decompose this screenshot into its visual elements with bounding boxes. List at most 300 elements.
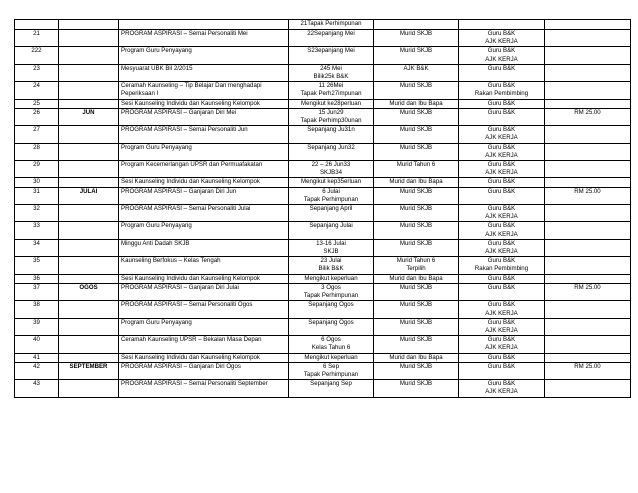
executor-cell-line: AJK KERJA xyxy=(485,134,518,142)
cost-cell xyxy=(545,143,631,160)
target-group-cell xyxy=(374,318,459,335)
target-group-cell-line: Murid Tahun 6 xyxy=(396,257,436,265)
date-venue-cell-line: SKJB34 xyxy=(319,169,343,177)
executor-cell xyxy=(459,47,545,64)
executor-cell-line: Guru B&K xyxy=(487,178,516,186)
date-venue-cell xyxy=(289,47,374,64)
target-group-cell xyxy=(374,20,459,30)
executor-cell xyxy=(459,126,545,143)
program-cell xyxy=(119,178,289,187)
row-number-cell: 32 xyxy=(15,205,59,222)
table-row xyxy=(15,126,631,143)
table-row xyxy=(15,99,631,108)
executor-cell xyxy=(459,318,545,335)
date-venue-cell-line: Kelas Tahun 6 xyxy=(311,344,351,352)
date-venue-cell-line: Bilik B&K xyxy=(318,265,344,273)
program-cell-line: Program Guru Penyayang xyxy=(121,222,192,230)
row-number-cell: 40 xyxy=(15,336,59,353)
target-group-cell xyxy=(374,47,459,64)
target-group-cell-line: Murid SKJB xyxy=(399,47,433,55)
date-venue-cell-line: SKJB xyxy=(323,248,339,256)
executor-cell xyxy=(459,301,545,318)
date-venue-cell-line: 21Tapak Perhimpunan xyxy=(300,20,362,27)
month-cell xyxy=(59,257,119,274)
executor-cell-line: AJK KERJA xyxy=(485,213,518,221)
program-cell-line: Program Guru Penyayang xyxy=(121,318,192,326)
cost-cell xyxy=(545,239,631,256)
program-cell-line: Program Guru Penyayang xyxy=(121,143,192,151)
program-cell xyxy=(119,318,289,335)
table-row xyxy=(15,161,631,178)
date-venue-cell-line: Sepanjang Ogos xyxy=(308,318,354,326)
schedule-body xyxy=(15,20,631,398)
program-cell-line: PROGRAM ASPIRASI – Ganjaran Diri Ogos xyxy=(121,362,241,370)
row-number-cell xyxy=(15,20,59,30)
date-venue-cell-line: 6 Sep xyxy=(323,362,339,370)
table-row xyxy=(15,274,631,283)
executor-cell-line: Guru B&K xyxy=(487,47,516,55)
program-cell xyxy=(119,274,289,283)
date-venue-cell-line: Tapak Perhimp30unan xyxy=(300,117,362,125)
executor-cell-line: Guru B&K xyxy=(487,187,516,195)
executor-cell-line: Guru B&K xyxy=(487,82,516,90)
month-cell: SEPTEMBER xyxy=(59,362,119,379)
month-cell xyxy=(59,318,119,335)
month-cell xyxy=(59,222,119,239)
target-group-cell-line: Murid dan Ibu Bapa xyxy=(389,178,443,186)
date-venue-cell-line: Sepanjang Julai xyxy=(309,222,353,230)
program-cell xyxy=(119,380,289,397)
program-cell xyxy=(119,353,289,362)
month-cell xyxy=(59,47,119,64)
table-row xyxy=(15,283,631,300)
program-cell xyxy=(119,126,289,143)
executor-cell xyxy=(459,20,545,30)
activity-schedule-table xyxy=(14,19,631,398)
table-row xyxy=(15,380,631,397)
executor-cell xyxy=(459,362,545,379)
row-number-cell: 41 xyxy=(15,353,59,362)
table-row xyxy=(15,222,631,239)
target-group-cell xyxy=(374,274,459,283)
row-number-cell: 29 xyxy=(15,161,59,178)
month-cell xyxy=(59,301,119,318)
date-venue-cell xyxy=(289,64,374,81)
date-venue-cell-line: Sepanjang Sep xyxy=(310,380,352,388)
cost-cell xyxy=(545,222,631,239)
target-group-cell-line: Murid SKJB xyxy=(399,336,433,344)
table-row xyxy=(15,318,631,335)
row-number-cell: 25 xyxy=(15,99,59,108)
cost-cell xyxy=(545,30,631,47)
executor-cell-line: AJK KERJA xyxy=(485,151,518,159)
target-group-cell-line: Murid Tahun 6 xyxy=(396,161,436,169)
target-group-cell-line: Murid dan Ibu Bapa xyxy=(389,99,443,107)
program-cell xyxy=(119,20,289,30)
table-row xyxy=(15,47,631,64)
program-cell xyxy=(119,161,289,178)
target-group-cell xyxy=(374,205,459,222)
date-venue-cell xyxy=(289,222,374,239)
date-venue-cell-line: 23 Julai xyxy=(320,257,342,265)
executor-cell-line: Guru B&K xyxy=(487,257,516,265)
executor-cell xyxy=(459,222,545,239)
cost-cell: RM 25.00 xyxy=(545,362,631,379)
program-cell-line: Peperiksaan I xyxy=(121,90,159,98)
target-group-cell xyxy=(374,99,459,108)
program-cell-line: Program Kecemerlangan UPSR dan Permuafakatan xyxy=(121,161,263,169)
date-venue-cell-line: Tapak Perhimpunan xyxy=(303,370,359,378)
date-venue-cell xyxy=(289,336,374,353)
date-venue-cell-line: Mengikut ke28perluan xyxy=(301,99,361,107)
cost-cell xyxy=(545,126,631,143)
target-group-cell xyxy=(374,301,459,318)
row-number-cell: 37 xyxy=(15,283,59,300)
program-cell xyxy=(119,143,289,160)
program-cell-line: Sesi Kaunseling Individu dan Kaunseling Kelompok xyxy=(121,274,260,282)
target-group-cell xyxy=(374,82,459,99)
executor-cell-line: Guru B&K xyxy=(487,283,516,291)
executor-cell xyxy=(459,178,545,187)
month-cell xyxy=(59,178,119,187)
executor-cell-line: AJK KERJA xyxy=(485,309,518,317)
executor-cell-line: Guru B&K xyxy=(487,301,516,309)
date-venue-cell xyxy=(289,161,374,178)
date-venue-cell-line: 6 Julai xyxy=(322,187,340,195)
month-cell xyxy=(59,126,119,143)
target-group-cell xyxy=(374,336,459,353)
row-number-cell: 33 xyxy=(15,222,59,239)
date-venue-cell xyxy=(289,178,374,187)
executor-cell xyxy=(459,99,545,108)
cost-cell xyxy=(545,318,631,335)
program-cell xyxy=(119,30,289,47)
cost-cell xyxy=(545,82,631,99)
executor-cell-line: AJK KERJA xyxy=(485,248,518,256)
date-venue-cell xyxy=(289,143,374,160)
date-venue-cell xyxy=(289,30,374,47)
executor-cell xyxy=(459,353,545,362)
target-group-cell-line: Murid SKJB xyxy=(399,301,433,309)
program-cell xyxy=(119,108,289,125)
target-group-cell-line: Murid SKJB xyxy=(399,239,433,247)
program-cell-line: PROGRAM ASPIRASI – Semai Personaliti Julai xyxy=(121,205,251,213)
executor-cell xyxy=(459,143,545,160)
program-cell-line: PROGRAM ASPIRASI – Semai Personaliti September xyxy=(121,380,268,388)
program-cell-line: Sesi Kaunseling Individu dan Kaunseling Kelompok xyxy=(121,99,260,107)
executor-cell xyxy=(459,239,545,256)
cost-cell xyxy=(545,274,631,283)
executor-cell xyxy=(459,108,545,125)
target-group-cell xyxy=(374,362,459,379)
program-cell-line: PROGRAM ASPIRASI – Semai Personaliti Jun xyxy=(121,126,248,134)
date-venue-cell-line: Sepanjang Jun32 xyxy=(307,143,355,151)
date-venue-cell xyxy=(289,20,374,30)
executor-cell-line: Guru B&K xyxy=(487,108,516,116)
cost-cell: RM 25.00 xyxy=(545,283,631,300)
month-cell xyxy=(59,143,119,160)
row-number-cell: 36 xyxy=(15,274,59,283)
executor-cell-line: Guru B&K xyxy=(487,99,516,107)
program-cell xyxy=(119,99,289,108)
date-venue-cell-line: 15 Jun29 xyxy=(318,108,344,116)
table-row xyxy=(15,143,631,160)
program-cell xyxy=(119,64,289,81)
month-cell xyxy=(59,20,119,30)
date-venue-cell xyxy=(289,99,374,108)
target-group-cell xyxy=(374,257,459,274)
executor-cell-line: Guru B&K xyxy=(487,274,516,282)
executor-cell xyxy=(459,30,545,47)
date-venue-cell xyxy=(289,82,374,99)
executor-cell-line: Guru B&K xyxy=(487,143,516,151)
date-venue-cell xyxy=(289,108,374,125)
target-group-cell-line: Murid SKJB xyxy=(399,222,433,230)
executor-cell-line: AJK KERJA xyxy=(485,230,518,238)
target-group-cell xyxy=(374,178,459,187)
month-cell xyxy=(59,353,119,362)
executor-cell xyxy=(459,380,545,397)
program-cell xyxy=(119,222,289,239)
executor-cell-line: Guru B&K xyxy=(487,318,516,326)
executor-cell-line: Guru B&K xyxy=(487,380,516,388)
date-venue-cell xyxy=(289,353,374,362)
target-group-cell-line: Murid SKJB xyxy=(399,205,433,213)
date-venue-cell-line: Mengikut keperluan xyxy=(304,274,358,282)
program-cell-line: Kaunseling Berfokus – Kelas Tengah xyxy=(121,257,221,265)
table-row xyxy=(15,301,631,318)
cost-cell xyxy=(545,99,631,108)
program-cell-line: Sesi Kaunseling Individu dan Kaunseling Kelompok xyxy=(121,353,260,361)
program-cell xyxy=(119,239,289,256)
executor-cell-line: Rakan Pembimbing xyxy=(474,90,529,98)
row-number-cell: 31 xyxy=(15,187,59,204)
table-row xyxy=(15,353,631,362)
target-group-cell-line: Murid dan Ibu Bapa xyxy=(389,274,443,282)
executor-cell-line: Guru B&K xyxy=(487,239,516,247)
table-row xyxy=(15,257,631,274)
row-number-cell: 30 xyxy=(15,178,59,187)
executor-cell xyxy=(459,64,545,81)
table-row xyxy=(15,108,631,125)
target-group-cell-line: Murid dan Ibu Bapa xyxy=(389,353,443,361)
target-group-cell xyxy=(374,161,459,178)
date-venue-cell xyxy=(289,283,374,300)
date-venue-cell-line: Mengikut keperluan xyxy=(304,353,358,361)
program-cell xyxy=(119,301,289,318)
row-number-cell: 38 xyxy=(15,301,59,318)
target-group-cell xyxy=(374,283,459,300)
date-venue-cell-line: 22 – 26 Jun33 xyxy=(311,161,351,169)
executor-cell xyxy=(459,336,545,353)
date-venue-cell-line: 13-16 Julai xyxy=(316,239,346,247)
program-cell xyxy=(119,336,289,353)
date-venue-cell xyxy=(289,257,374,274)
program-cell-line: PROGRAM ASPIRASI – Semai Personaliti Ogos xyxy=(121,301,253,309)
program-cell xyxy=(119,257,289,274)
month-cell xyxy=(59,82,119,99)
date-venue-cell-line: 3 Ogos xyxy=(321,283,341,291)
month-cell xyxy=(59,30,119,47)
row-number-cell: 21 xyxy=(15,30,59,47)
cost-cell xyxy=(545,178,631,187)
date-venue-cell xyxy=(289,380,374,397)
row-number-cell: 39 xyxy=(15,318,59,335)
table-row xyxy=(15,336,631,353)
month-cell xyxy=(59,161,119,178)
cost-cell xyxy=(545,336,631,353)
executor-cell xyxy=(459,82,545,99)
date-venue-cell xyxy=(289,126,374,143)
program-cell-line: Minggu Anti Dadah SKJB xyxy=(121,239,190,247)
month-cell xyxy=(59,380,119,397)
program-cell xyxy=(119,205,289,222)
row-number-cell: 26 xyxy=(15,108,59,125)
month-cell: JULAI xyxy=(59,187,119,204)
date-venue-cell-line: Sepanjang Ju31n xyxy=(307,126,355,134)
target-group-cell-line: Murid SKJB xyxy=(399,283,433,291)
program-cell-line: Ceramah Kaunseling UPSR – Bekalan Masa Depan xyxy=(121,336,262,344)
program-cell-line: Ceramah Kaunseling – Tip Belajar Dan menghadapi xyxy=(121,82,262,90)
program-cell-line: Program Guru Penyayang xyxy=(121,47,192,55)
executor-cell-line: Rakan Pembimbing xyxy=(474,265,529,273)
date-venue-cell-line: Mengikut kep35erluan xyxy=(301,178,361,186)
date-venue-cell xyxy=(289,318,374,335)
row-number-cell: 27 xyxy=(15,126,59,143)
month-cell xyxy=(59,205,119,222)
target-group-cell-line: Murid SKJB xyxy=(399,30,433,37)
date-venue-cell-line: Bilik25k B&K xyxy=(313,73,349,81)
row-number-cell: 23 xyxy=(15,64,59,81)
target-group-cell xyxy=(374,143,459,160)
month-cell xyxy=(59,99,119,108)
executor-cell-line: AJK KERJA xyxy=(485,388,518,396)
executor-cell-line: AJK KERJA xyxy=(485,169,518,177)
executor-cell-line: Guru B&K xyxy=(487,126,516,134)
executor-cell-line: Guru B&K xyxy=(487,336,516,344)
cost-cell xyxy=(545,47,631,64)
row-number-cell: 24 xyxy=(15,82,59,99)
executor-cell-line: AJK KERJA xyxy=(485,38,518,46)
executor-cell-line: Guru B&K xyxy=(487,222,516,230)
target-group-cell xyxy=(374,126,459,143)
executor-cell-line: Guru B&K xyxy=(487,362,516,370)
target-group-cell xyxy=(374,239,459,256)
executor-cell-line: AJK KERJA xyxy=(485,55,518,63)
program-cell xyxy=(119,283,289,300)
executor-cell xyxy=(459,187,545,204)
date-venue-cell-line: 6 Ogos xyxy=(321,336,341,344)
date-venue-cell-line: S23epanjang Mei xyxy=(307,47,355,55)
month-cell: OGOS xyxy=(59,283,119,300)
executor-cell-line: Guru B&K xyxy=(487,205,516,213)
date-venue-cell-line: Sepanjang April xyxy=(309,205,353,213)
row-number-cell: 222 xyxy=(15,47,59,64)
date-venue-cell xyxy=(289,239,374,256)
target-group-cell-line: AJK B&K xyxy=(403,64,429,72)
target-group-cell-line: Murid SKJB xyxy=(399,126,433,134)
date-venue-cell xyxy=(289,274,374,283)
cost-cell xyxy=(545,161,631,178)
cost-cell xyxy=(545,301,631,318)
cost-cell xyxy=(545,257,631,274)
cost-cell: RM 25.00 xyxy=(545,108,631,125)
month-cell xyxy=(59,239,119,256)
target-group-cell-line: Murid SKJB xyxy=(399,318,433,326)
date-venue-cell-line: Sepanjang Ogos xyxy=(308,301,354,309)
date-venue-cell xyxy=(289,301,374,318)
table-row xyxy=(15,64,631,81)
month-cell xyxy=(59,336,119,353)
date-venue-cell-line: 245 Mei xyxy=(320,64,342,72)
program-cell-line: PROGRAM ASPIRASI – Semai Personaliti Mei xyxy=(121,30,248,37)
executor-cell-line: AJK KERJA xyxy=(485,326,518,334)
program-cell-line: PROGRAM ASPIRASI – Ganjaran Diri Jun xyxy=(121,187,237,195)
month-cell xyxy=(59,274,119,283)
month-cell: JUN xyxy=(59,108,119,125)
row-number-cell: 34 xyxy=(15,239,59,256)
cost-cell xyxy=(545,20,631,30)
target-group-cell xyxy=(374,64,459,81)
program-cell xyxy=(119,187,289,204)
program-cell xyxy=(119,82,289,99)
executor-cell xyxy=(459,205,545,222)
target-group-cell xyxy=(374,187,459,204)
cost-cell xyxy=(545,64,631,81)
table-row xyxy=(15,30,631,47)
target-group-cell-line: Murid SKJB xyxy=(399,362,433,370)
executor-cell xyxy=(459,257,545,274)
program-cell xyxy=(119,362,289,379)
program-cell-line: Sesi Kaunseling Individu dan Kaunseling Kelompok xyxy=(121,178,260,186)
target-group-cell-line: Murid SKJB xyxy=(399,187,433,195)
date-venue-cell xyxy=(289,187,374,204)
month-cell xyxy=(59,64,119,81)
target-group-cell xyxy=(374,353,459,362)
row-number-cell: 42 xyxy=(15,362,59,379)
executor-cell xyxy=(459,283,545,300)
executor-cell-line: Guru B&K xyxy=(487,30,516,37)
target-group-cell-line: Murid SKJB xyxy=(399,108,433,116)
table-row xyxy=(15,205,631,222)
table-row xyxy=(15,239,631,256)
executor-cell-line: Guru B&K xyxy=(487,161,516,169)
program-cell-line: PROGRAM ASPIRASI – Ganjaran Diri Julai xyxy=(121,283,239,291)
row-number-cell: 43 xyxy=(15,380,59,397)
date-venue-cell xyxy=(289,362,374,379)
program-cell xyxy=(119,47,289,64)
date-venue-cell-line: Tapak Perhimpunan xyxy=(303,195,359,203)
date-venue-cell-line: Tapak Perh27impunan xyxy=(300,90,362,98)
cost-cell xyxy=(545,353,631,362)
table-row xyxy=(15,178,631,187)
date-venue-cell xyxy=(289,205,374,222)
table-row xyxy=(15,82,631,99)
cost-cell xyxy=(545,380,631,397)
date-venue-cell-line: Tapak Perhimpunan xyxy=(303,292,359,300)
cost-cell: RM 25.00 xyxy=(545,187,631,204)
target-group-cell xyxy=(374,108,459,125)
row-number-cell: 28 xyxy=(15,143,59,160)
cost-cell xyxy=(545,205,631,222)
program-cell-line: Mesyuarat UBK Bil 2/2015 xyxy=(121,64,193,72)
table-row xyxy=(15,20,631,30)
target-group-cell xyxy=(374,30,459,47)
date-venue-cell-line: 22Sepanjang Mei xyxy=(307,30,355,37)
target-group-cell xyxy=(374,222,459,239)
target-group-cell-line: Murid SKJB xyxy=(399,82,433,90)
executor-cell xyxy=(459,274,545,283)
